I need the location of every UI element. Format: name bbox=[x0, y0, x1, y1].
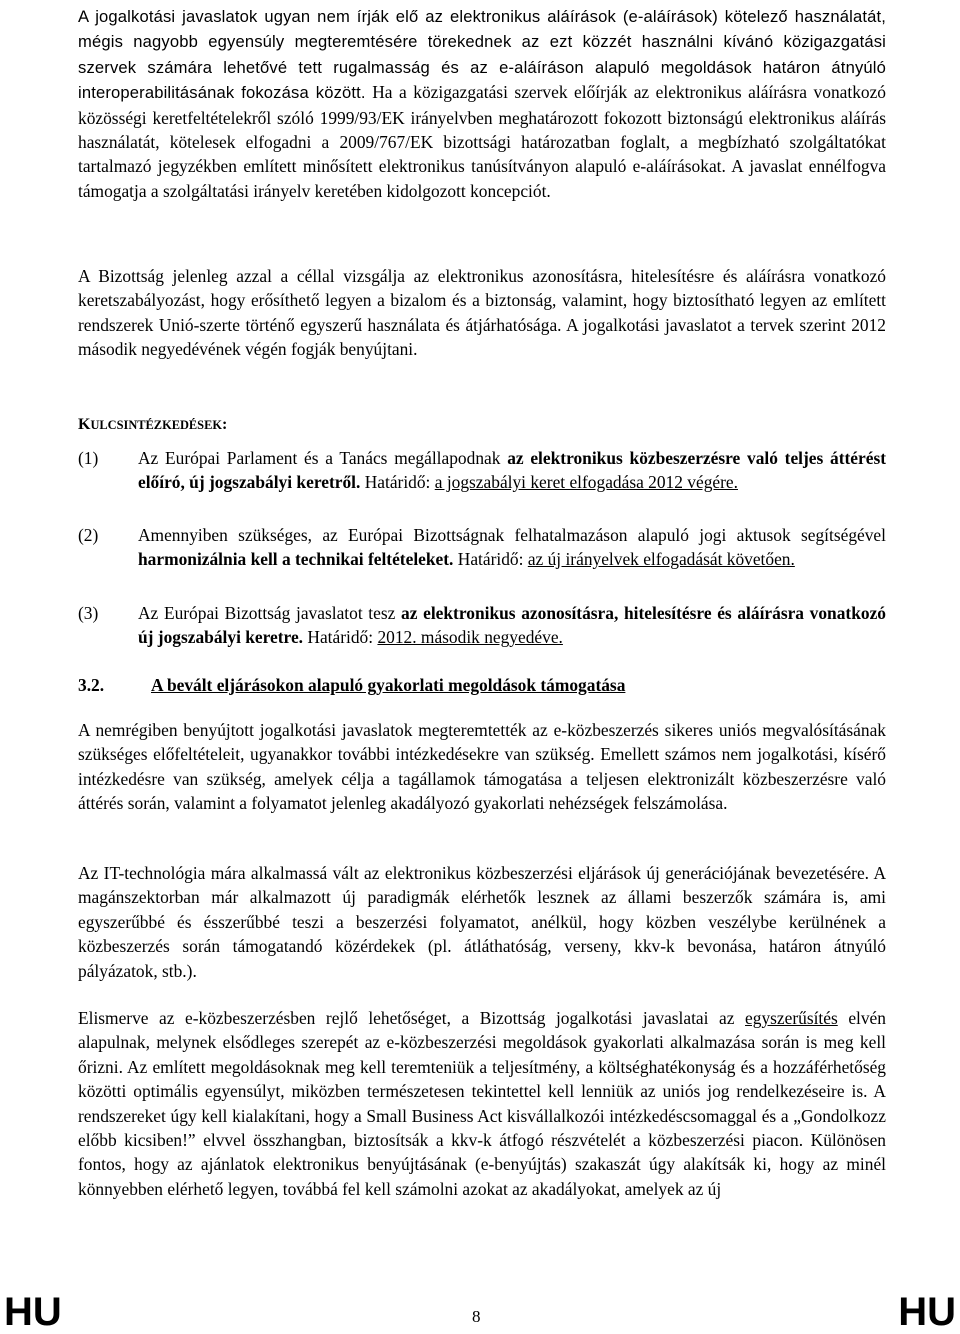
section-title: A bevált eljárásokon alapuló gyakorlati megoldások támogatása bbox=[151, 675, 626, 695]
page-number: 8 bbox=[472, 1307, 481, 1326]
item-number: (3) bbox=[78, 603, 99, 623]
key-measures-heading: KULCSINTÉZKEDÉSEK: bbox=[78, 416, 228, 433]
item-text: Amennyiben szükséges, az Európai Bizottságnak felhatalmazáson alapuló jogi aktusok segítségével harmonizálnia kell a technikai feltételeket. Határidő: az új irányelvek elfogadását követően. bbox=[138, 525, 886, 570]
item-text: Az Európai Parlament és a Tanács megállapodnak az elektronikus közbeszerzésre való teljes áttérést előíró, új jogszabályi keretről. Határidő: a jogszabályi keret elfogadása 2012 végére. bbox=[138, 448, 887, 493]
underlined-term: egyszerűsítés bbox=[745, 1008, 838, 1028]
commission-paragraph: A Bizottság jelenleg azzal a céllal vizsgálja az elektronikus azonosításra, hitelesítésre és aláírásra vonatkozó keretszabályozást, hogy erősíthető legyen a bizalom és a biztonság, valamint, hogy biztosítható legyen az említett rendszerek Unió-szerte történő egyszerű használata és átjárhatósága. A jogalkotási javaslatot a tervek szerint 2012 második negyedévének végén fogják benyújtani. bbox=[78, 266, 886, 360]
item-text: Az Európai Bizottság javaslatot tesz az elektronikus azonosításra, hitelesítésre és aláírásra vonatkozó új jogszabályi keretre. Határidő: 2012. második negyedéve. bbox=[138, 603, 886, 648]
item-number: (2) bbox=[78, 525, 99, 545]
section-number: 3.2. bbox=[78, 675, 105, 695]
intro-paragraph bbox=[78, 4, 886, 203]
intro-paragraph-part-a: A jogalkotási javaslatok ugyan nem írják elő az elektronikus aláírások (e-aláírások) kötelező használatát, mégis nagyobb egyensúly megteremtésére törekednek az ezt közzét használni kívánó közigazgatási szervek számára lehetővé tett rugalmasság és az e-aláíráson alapuló megoldások határon átnyúló interoperabilitásának fokozása között. bbox=[78, 7, 886, 103]
body-paragraph: A nemrégiben benyújtott jogalkotási javaslatok megteremtették az e-közbeszerzés sikeres uniós megvalósításának szükséges előfeltételeit, ugyanakkor további intézkedésekre van szükség. Emellett számos nem jogalkotási, kísérő intézkedésre van szükség, amelyek célja a tagállamok támogatása a teljesen elektronizált közbeszerzésre való áttérés során, valamint a folyamatot jelenleg akadályozó gyakorlati nehézségek felszámolása. bbox=[78, 720, 886, 814]
item-number: (1) bbox=[78, 448, 99, 468]
language-code-right: HU bbox=[898, 1290, 956, 1334]
body-paragraph: Az IT-technológia mára alkalmassá vált az elektronikus közbeszerzési eljárások új generációjának bevezetésére. A magánszektorban már alkalmazott új paradigmák elérhetők lesznek az állami beszerzők számára is, ami egyszerűbbé és ésszerűbbé teszi a beszerzési folyamatot, anélkül, hogy közben veszélybe kerülnének a közbeszerzés során támogatandó közérdekek (pl. átláthatóság, verseny, kkv-k bevonása, határon átnyúló pályázatok, stb.). bbox=[78, 863, 886, 981]
language-code-left: HU bbox=[4, 1290, 62, 1334]
body-paragraph: Elismerve az e-közbeszerzésben rejlő lehetőséget, a Bizottság jogalkotási javaslatai az egyszerűsítés elvén alapulnak, melynek elsődleges szerepét az e-közbeszerzési megoldások gyakorlati alkalmazása során is meg kell őrizni. Az említett megoldásoknak meg kell teremteniük a teljesítmény, a költséghatékonyság és a hozzáférhetőség közötti optimális egyensúlyt, miközben természetesen tekintettel kell lenniük az uniós jog rendelkezéseire is. A rendszereket úgy kell kialakítani, hogy a Small Business Act kisvállalkozói intézkedéscsomaggal és a „Gondolkozz előbb kicsiben!” elvvel összhangban, biztosítsák a kkv-k átfogó részvételét a közbeszerzési piacon. Különösen fontos, hogy az ajánlatok elektronikus benyújtásának (e-benyújtás) szakaszát úgy alakítsák ki, hogy az minél könnyebben elérhető legyen, továbbá fel kell számolni azokat az akadályokat, amelyek az új bbox=[78, 1008, 886, 1199]
intro-paragraph-part-b: Ha a közigazgatási szervek előírják az elektronikus aláírásra vonatkozó közösségi keretfeltételekről szóló 1999/93/EK irányelvben meghatározott fokozott biztonságú elektronikus aláírás használatát, kötelesek elfogadni a 2009/767/EK bizottsági határozatban foglalt, a megbízható szolgáltatókat tartalmazó jegyzékben említett minősített elektronikus tanúsítványon alapuló e-aláírásokat. A javaslat ennélfogva támogatja a szolgáltatási irányelv keretében kidolgozott koncepciót. bbox=[78, 82, 886, 201]
